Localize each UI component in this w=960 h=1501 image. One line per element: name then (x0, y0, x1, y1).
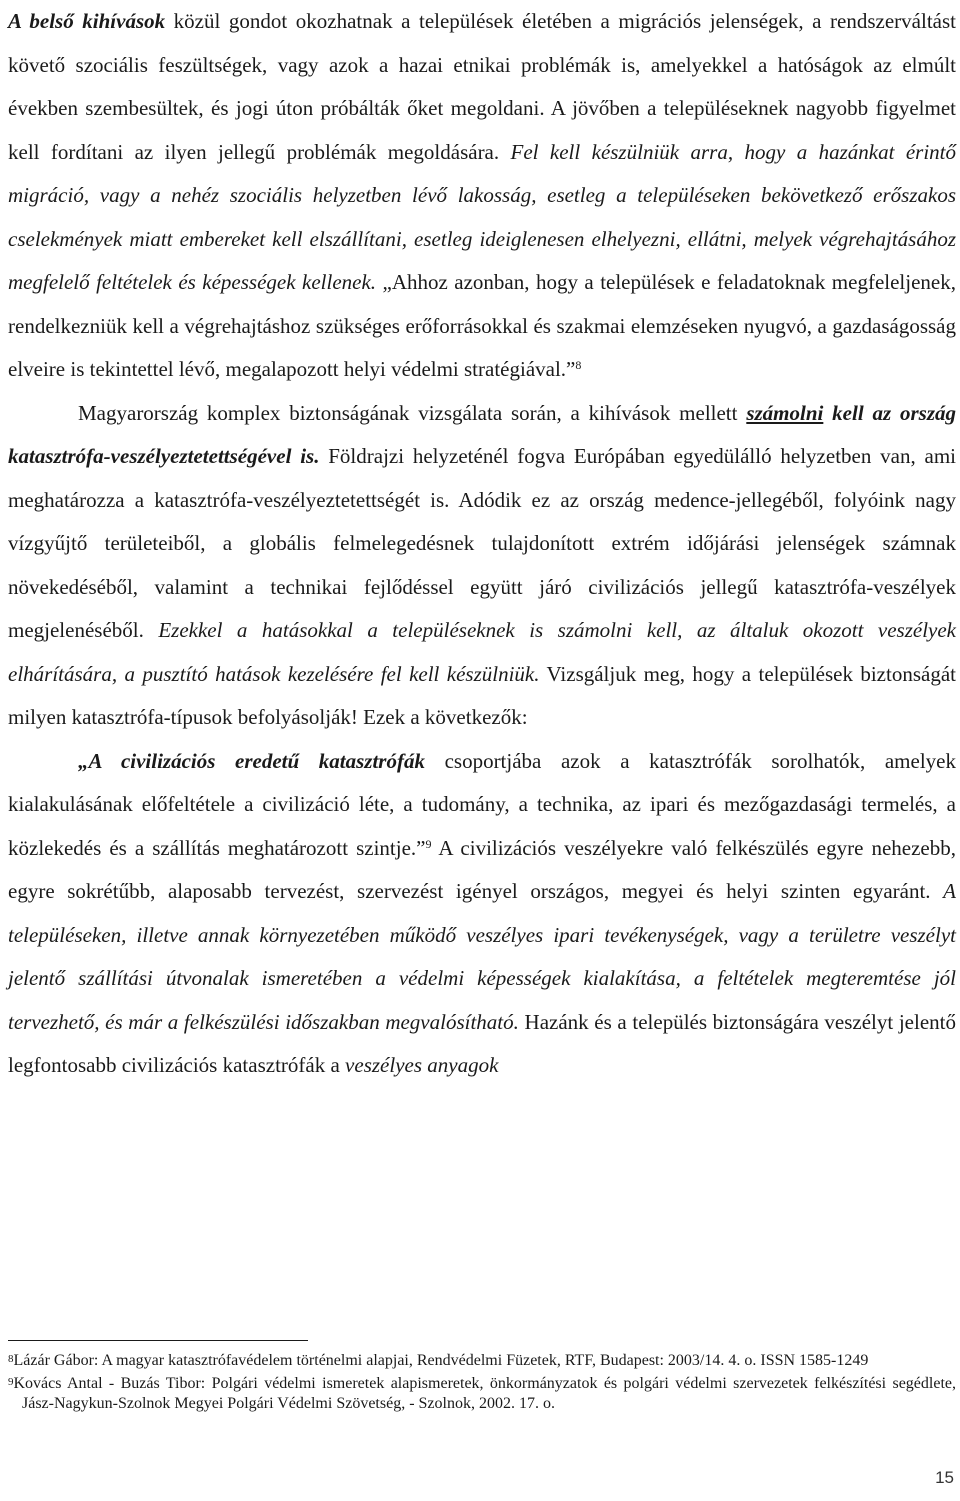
footnote-9 (8, 1374, 956, 1414)
italic-run: veszélyes anyagok (345, 1053, 499, 1077)
footnote-text: Kovács Antal - Buzás Tibor: Polgári védelmi ismeretek alapismeretek, önkormányzatok és polgári védelmi szervezetek felkészítési segédlete, Jász-Nagykun-Szolnok Megyei Polgári Védelmi Szövetség, - Szolnok, 2002. 17. o. (13, 1375, 956, 1412)
footnote-ref-9[interactable]: 9 (425, 836, 432, 851)
paragraph-disaster-risk (8, 392, 956, 740)
text-run: csoportjába azok a katasztrófák sorolhatók, amelyek kialakulásának előfeltétele a civilizáció léte, a tudomány, a technika, az ipari és mezőgazdasági termelés, a közlekedés és a szállítás meghatározott szintje.” (8, 748, 956, 860)
italic-run: Ezekkel a hatásokkal a településeknek is számolni kell, az általuk okozott veszélyek elhárítására, a pusztító hatások kezelésére fel kell készülniük. (8, 618, 957, 686)
footnote-number: 9 (8, 1376, 14, 1388)
text-run: közül gondot okozhatnak a települések életében a migrációs jelenségek, a rendszerváltást követő szociális feszültségek, vagy azok a hazai etnikai problémák is, amelyekkel a hatóságok az elmúlt években szembesültek, és jogi úton próbálták őket megoldani. A jövőben a településeknek nagyobb figyelmet kell fordítani az ilyen jellegű problémák megoldására. (8, 9, 956, 164)
emphasis-bold-italic: kell az ország katasztrófa-veszélyeztetettségével is. (8, 400, 956, 468)
footnote-separator (8, 1340, 308, 1341)
page-number: 15 (935, 1468, 954, 1487)
text-run: A civilizációs veszélyekre való felkészülés egyre nehezebb, egyre sokrétűbb, alaposabb tervezést, szervezést igényel országos, megyei és helyi szinten egyaránt. (8, 835, 956, 903)
footnote-number: 8 (8, 1353, 14, 1365)
footnote-ref-8[interactable]: 8 (575, 358, 582, 372)
footnote-8 (8, 1351, 956, 1371)
text-run: Hazánk és a település biztonságára veszélyt jelentő legfontosabb civilizációs katasztrófák a (8, 1009, 956, 1077)
footnote-text: Lázár Gábor: A magyar katasztrófavédelem történelmi alapjai, Rendvédelmi Füzetek, RTF, Budapest: 2003/14. 4. o. ISSN 1585-1249 (13, 1352, 869, 1369)
italic-run: Fel kell készülniük arra, hogy a hazánkat érintő migráció, vagy a nehéz szociális helyzetben lévő lakosság, esetleg a településeken bekövetkező erőszakos cselekmények miatt embereket kell elszállítani, esetleg ideiglenesen elhelyezni, ellátni, melyek végrehajtásához megfelelő feltételek és képességek kellenek. (8, 139, 956, 294)
body-text (8, 0, 956, 1088)
emphasis-civil-disasters: „A civilizációs eredetű katasztrófák (78, 748, 425, 773)
text-run: Magyarország komplex biztonságának vizsgálata során, a kihívások mellett (78, 400, 747, 425)
italic-run: A településeken, illetve annak környezetében működő veszélyes ipari tevékenységek, vagy a területre veszélyt jelentő szállítási útvonalak ismeretében a védelmi képességek kialakítása, a feltételek megteremtése jól tervezhető, és már a felkészülési időszakban megvalósítható. (8, 879, 956, 1034)
paragraph-internal-challenges (8, 0, 956, 392)
emphasis-internal-challenges: A belső kihívások (8, 9, 166, 33)
paragraph-civil-disasters (8, 740, 956, 1088)
emphasis-underlined: számolni (746, 400, 824, 425)
text-run: Földrajzi helyzeténél fogva Európában egyedülálló helyzetben van, ami meghatározza a katasztrófa-veszélyeztetettségét is. Adódik ez az ország medence-jellegéből, folyóink nagy vízgyűjtő területeiből, a globális felmelegedésnek tulajdonított extrém időjárási jelenségek számnak növekedéséből, valamint a technikai fejlődéssel együtt járó civilizációs jellegű katasztrófa-veszélyek megjelenéséből. (8, 444, 956, 642)
text-run: Vizsgáljuk meg, hogy a települések biztonságát milyen katasztrófa-típusok befolyásolják! Ezek a következők: (8, 661, 956, 729)
quote-run: „Ahhoz azonban, hogy a települések e feladatoknak megfeleljenek, rendelkezniük kell a végrehajtáshoz szükséges erőforrásokkal és szakmai elemzéseken nyugvó, a gazdaságosság elveire is tekintettel lévő, megalapozott helyi védelmi stratégiával.” (8, 270, 956, 381)
footnotes (8, 1351, 956, 1417)
